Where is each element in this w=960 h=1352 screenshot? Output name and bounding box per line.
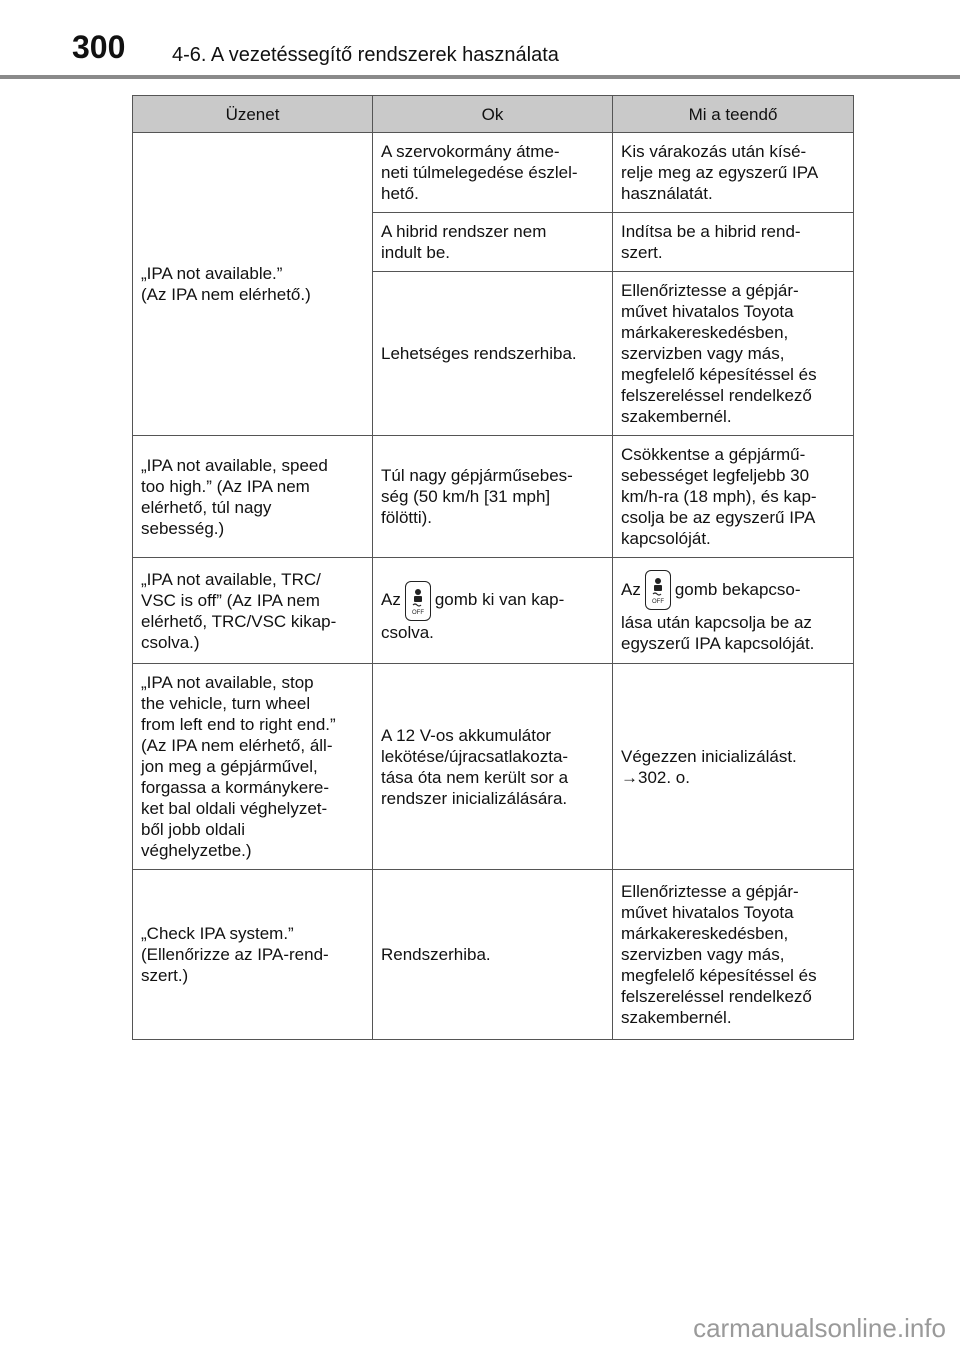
action-cell: Ellenőriztesse a gépjár- művet hivatalos Toyota márkakereskedésben, szervizben vagy más, megfelelő képesítéssel és felszereléssel rendelkező szakembernél. [613, 870, 854, 1040]
section-title: 4-6. A vezetéssegítő rendszerek használata [172, 44, 559, 66]
action-text-post: gomb bekapcso- [674, 579, 801, 599]
table-row [133, 133, 854, 213]
cause-cell: Túl nagy gépjárműsebes- ség (50 km/h [31 mph] fölötti). [373, 436, 613, 558]
column-header-action: Mi a teendő [613, 96, 854, 133]
cause-text-pre: Az [381, 590, 401, 609]
vsc-off-button-icon [405, 581, 431, 621]
cause-cell: A hibrid rendszer nem indult be. [373, 213, 613, 272]
action-cell: Ellenőriztesse a gépjár- művet hivatalos Toyota márkakereskedésben, szervizben vagy más, megfelelő képesítéssel és felszereléssel rendelkező szakembernél. [613, 272, 854, 436]
cause-cell: A 12 V-os akkumulátor lekötése/újracsatlakozta- tása óta nem került sor a rendszer inicializálására. [373, 664, 613, 870]
cause-cell [373, 558, 613, 664]
message-cell: „IPA not available.” (Az IPA nem elérhető.) [133, 133, 373, 436]
action-cell: Kis várakozás után kísé- relje meg az egyszerű IPA használatát. [613, 133, 854, 213]
table-row [133, 664, 854, 870]
cause-text-post: gomb ki van kap- [434, 590, 565, 609]
cause-text-rest: csolva. [381, 623, 434, 642]
cause-cell: A szervokormány átme- neti túlmelegedése észlel- hető. [373, 133, 613, 213]
svg-text:OFF: OFF [651, 599, 664, 606]
header-rule [0, 75, 960, 79]
page-header [0, 0, 960, 80]
action-cell: Csökkentse a gépjármű- sebességet legfeljebb 30 km/h-ra (18 mph), és kap- csolja be az egyszerű IPA kapcsolóját. [613, 436, 854, 558]
table-row [133, 436, 854, 558]
cause-cell: Rendszerhiba. [373, 870, 613, 1040]
table-row [133, 558, 854, 664]
cause-cell: Lehetséges rendszerhiba. [373, 272, 613, 436]
action-cell [613, 558, 854, 664]
message-table [132, 95, 854, 1040]
column-header-cause: Ok [373, 96, 613, 133]
svg-text:OFF: OFF [411, 609, 424, 616]
cause-icon-line [381, 578, 604, 622]
watermark: carmanualsonline.info [693, 1313, 946, 1343]
vsc-off-button-icon [645, 570, 671, 610]
message-cell: „IPA not available, stop the vehicle, turn wheel from left end to right end.” (Az IPA nem elérhető, áll- jon meg a gépjárművel, forgassa a kormánykere- ket bal oldali véghelyzet- ből jobb oldali véghelyzetbe.) [133, 664, 373, 870]
action-text-pre: Az [621, 579, 641, 599]
action-text-rest: lása után kapcsolja be az egyszerű IPA kapcsolóját. [621, 612, 815, 653]
message-cell: „Check IPA system.” (Ellenőrizze az IPA-rend- szert.) [133, 870, 373, 1040]
table-header-row [133, 96, 854, 133]
action-cell: Indítsa be a hibrid rend- szert. [613, 213, 854, 272]
action-cell: Végezzen inicializálást. →302. o. [613, 664, 854, 870]
message-cell: „IPA not available, speed too high.” (Az IPA nem elérhető, túl nagy sebesség.) [133, 436, 373, 558]
table-row [133, 870, 854, 1040]
page-number: 300 [72, 29, 126, 65]
column-header-message: Üzenet [133, 96, 373, 133]
action-icon-line [621, 568, 845, 612]
message-cell: „IPA not available, TRC/ VSC is off” (Az IPA nem elérhető, TRC/VSC kikap- csolva.) [133, 558, 373, 664]
